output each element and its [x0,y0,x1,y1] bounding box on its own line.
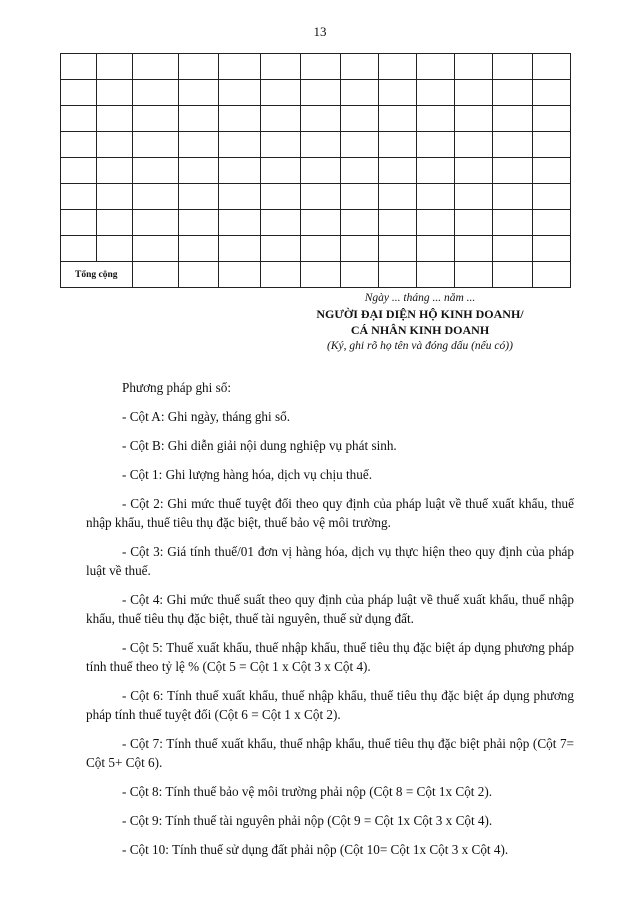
ledger-cell [493,132,533,158]
ledger-cell [455,132,493,158]
ledger-cell [379,132,417,158]
ledger-cell [301,54,341,80]
note-item: - Cột 1: Ghi lượng hàng hóa, dịch vụ chịu thuế. [122,467,372,482]
ledger-cell [261,106,301,132]
ledger-cell [133,106,179,132]
note-item: - Cột A: Ghi ngày, tháng ghi sổ. [122,409,291,424]
ledger-cell [97,210,133,236]
ledger-cell [301,158,341,184]
signature-title-line1: NGƯỜI ĐẠI DIỆN HỘ KINH DOANH/ [316,307,524,321]
ledger-cell [261,236,301,262]
recording-method-notes [86,378,574,859]
ledger-cell [301,184,341,210]
ledger-cell [533,132,571,158]
ledger-cell [97,158,133,184]
ledger-cell [133,132,179,158]
ledger-cell [301,262,341,288]
total-label: Tổng cộng [61,262,133,288]
ledger-cell [493,54,533,80]
ledger-cell [533,184,571,210]
ledger-cell [261,262,301,288]
note-item: - Cột 9: Tính thuế tài nguyên phải nộp (Cột 9 = Cột 1x Cột 3 x Cột 4). [122,813,493,828]
ledger-cell [533,262,571,288]
ledger-cell [97,54,133,80]
ledger-cell [133,210,179,236]
ledger-cell [455,236,493,262]
ledger-cell [417,158,455,184]
ledger-cell [379,210,417,236]
note-item: - Cột 4: Ghi mức thuế suất theo quy định của pháp luật về thuế xuất khẩu, thuế nhập khẩu, thuế tiêu thụ đặc biệt, thuế tài nguyên, thuế sử dụng đất. [86,592,574,626]
ledger-cell [301,80,341,106]
ledger-cell [61,80,97,106]
note-item: - Cột 3: Giá tính thuế/01 đơn vị hàng hóa, dịch vụ thực hiện theo quy định của pháp luật về thuế. [86,544,574,578]
ledger-cell [219,106,261,132]
ledger-cell [219,262,261,288]
ledger-cell [179,54,219,80]
note-item: - Cột 6: Tính thuế xuất khẩu, thuế nhập khẩu, thuế tiêu thụ đặc biệt áp dụng phương pháp tính thuế tuyệt đối (Cột 6 = Cột 1 x Cột 2). [86,688,574,722]
ledger-cell [493,236,533,262]
ledger-cell [341,210,379,236]
ledger-cell [341,106,379,132]
ledger-cell [219,210,261,236]
ledger-cell [455,54,493,80]
ledger-cell [97,106,133,132]
ledger-cell [379,262,417,288]
ledger-cell [97,132,133,158]
notes-heading: Phương pháp ghi sổ: [122,380,232,395]
ledger-cell [179,132,219,158]
ledger-cell [417,184,455,210]
ledger-cell [379,80,417,106]
ledger-cell [341,236,379,262]
ledger-row [61,132,571,158]
ledger-cell [493,262,533,288]
ledger-cell [417,262,455,288]
note-item: - Cột B: Ghi diễn giải nội dung nghiệp vụ phát sinh. [122,438,397,453]
ledger-cell [219,132,261,158]
note-item: - Cột 10: Tính thuế sử dụng đất phải nộp (Cột 10= Cột 1x Cột 3 x Cột 4). [122,842,509,857]
ledger-cell [133,236,179,262]
ledger-cell [301,210,341,236]
ledger-cell [379,184,417,210]
ledger-row [61,236,571,262]
ledger-cell [533,158,571,184]
ledger-cell [493,80,533,106]
ledger-cell [301,106,341,132]
ledger-cell [133,158,179,184]
ledger-cell [493,210,533,236]
ledger-cell [417,210,455,236]
ledger-cell [341,54,379,80]
signature-block [300,290,540,354]
ledger-cell [61,236,97,262]
ledger-cell [341,158,379,184]
ledger-cell [261,80,301,106]
ledger-cell [455,262,493,288]
ledger-cell [455,184,493,210]
ledger-cell [61,210,97,236]
ledger-cell [61,106,97,132]
ledger-cell [61,184,97,210]
ledger-cell [341,184,379,210]
ledger-cell [533,106,571,132]
ledger-cell [533,54,571,80]
note-item: - Cột 8: Tính thuế bảo vệ môi trường phải nộp (Cột 8 = Cột 1x Cột 2). [122,784,493,799]
ledger-cell [219,158,261,184]
ledger-cell [133,184,179,210]
signature-title-line2: CÁ NHÂN KINH DOANH [350,323,490,337]
ledger-cell [179,184,219,210]
ledger-cell [455,106,493,132]
ledger-cell [533,80,571,106]
ledger-cell [179,210,219,236]
ledger-cell [179,158,219,184]
ledger-cell [133,80,179,106]
ledger-cell [219,80,261,106]
ledger-cell [61,54,97,80]
page-number: 13 [313,24,327,39]
ledger-cell [179,106,219,132]
ledger-cell [219,236,261,262]
ledger-cell [417,106,455,132]
ledger-cell [379,54,417,80]
ledger-cell [455,210,493,236]
ledger-cell [179,236,219,262]
ledger-cell [341,132,379,158]
ledger-row [61,54,571,80]
ledger-cell [219,54,261,80]
note-item: - Cột 5: Thuế xuất khẩu, thuế nhập khẩu, thuế tiêu thụ đặc biệt áp dụng phương pháp tính thuế theo tỷ lệ % (Cột 5 = Cột 1 x Cột 3 x Cột 4). [86,640,574,674]
ledger-cell [417,236,455,262]
ledger-cell [533,236,571,262]
ledger-cell [261,158,301,184]
ledger-cell [455,80,493,106]
ledger-row [61,80,571,106]
ledger-cell [341,80,379,106]
ledger-cell [219,184,261,210]
ledger-cell [455,158,493,184]
ledger-cell [379,106,417,132]
ledger-cell [97,184,133,210]
ledger-cell [97,236,133,262]
ledger-cell [493,184,533,210]
ledger-cell [179,80,219,106]
ledger-cell [301,236,341,262]
ledger-cell [261,132,301,158]
ledger-cell [97,80,133,106]
ledger-cell [179,262,219,288]
ledger-row [61,210,571,236]
ledger-cell [133,262,179,288]
ledger-cell [417,132,455,158]
ledger-cell [533,210,571,236]
ledger-table [60,53,571,288]
ledger-cell [261,184,301,210]
ledger-cell [61,158,97,184]
ledger-cell [261,54,301,80]
ledger-cell [133,54,179,80]
ledger-cell [379,158,417,184]
note-item: - Cột 2: Ghi mức thuế tuyệt đối theo quy định của pháp luật về thuế xuất khẩu, thuế nhập khẩu, thuế tiêu thụ đặc biệt, thuế bảo vệ môi trường. [86,496,574,530]
ledger-cell [493,158,533,184]
ledger-row [61,184,571,210]
ledger-cell [417,54,455,80]
ledger-cell [417,80,455,106]
ledger-cell [61,132,97,158]
ledger-cell [301,132,341,158]
ledger-row [61,106,571,132]
signature-note: (Ký, ghi rõ họ tên và đóng dấu (nếu có)) [327,340,513,352]
ledger-cell [341,262,379,288]
signature-date-line: Ngày ... tháng ... năm ... [364,292,476,304]
ledger-cell [379,236,417,262]
ledger-row [61,158,571,184]
ledger-cell [261,210,301,236]
ledger-cell [493,106,533,132]
ledger-total-row [61,262,571,288]
note-item: - Cột 7: Tính thuế xuất khẩu, thuế nhập khẩu, thuế tiêu thụ đặc biệt phải nộp (Cột 7= Cột 5+ Cột 6). [86,736,574,770]
